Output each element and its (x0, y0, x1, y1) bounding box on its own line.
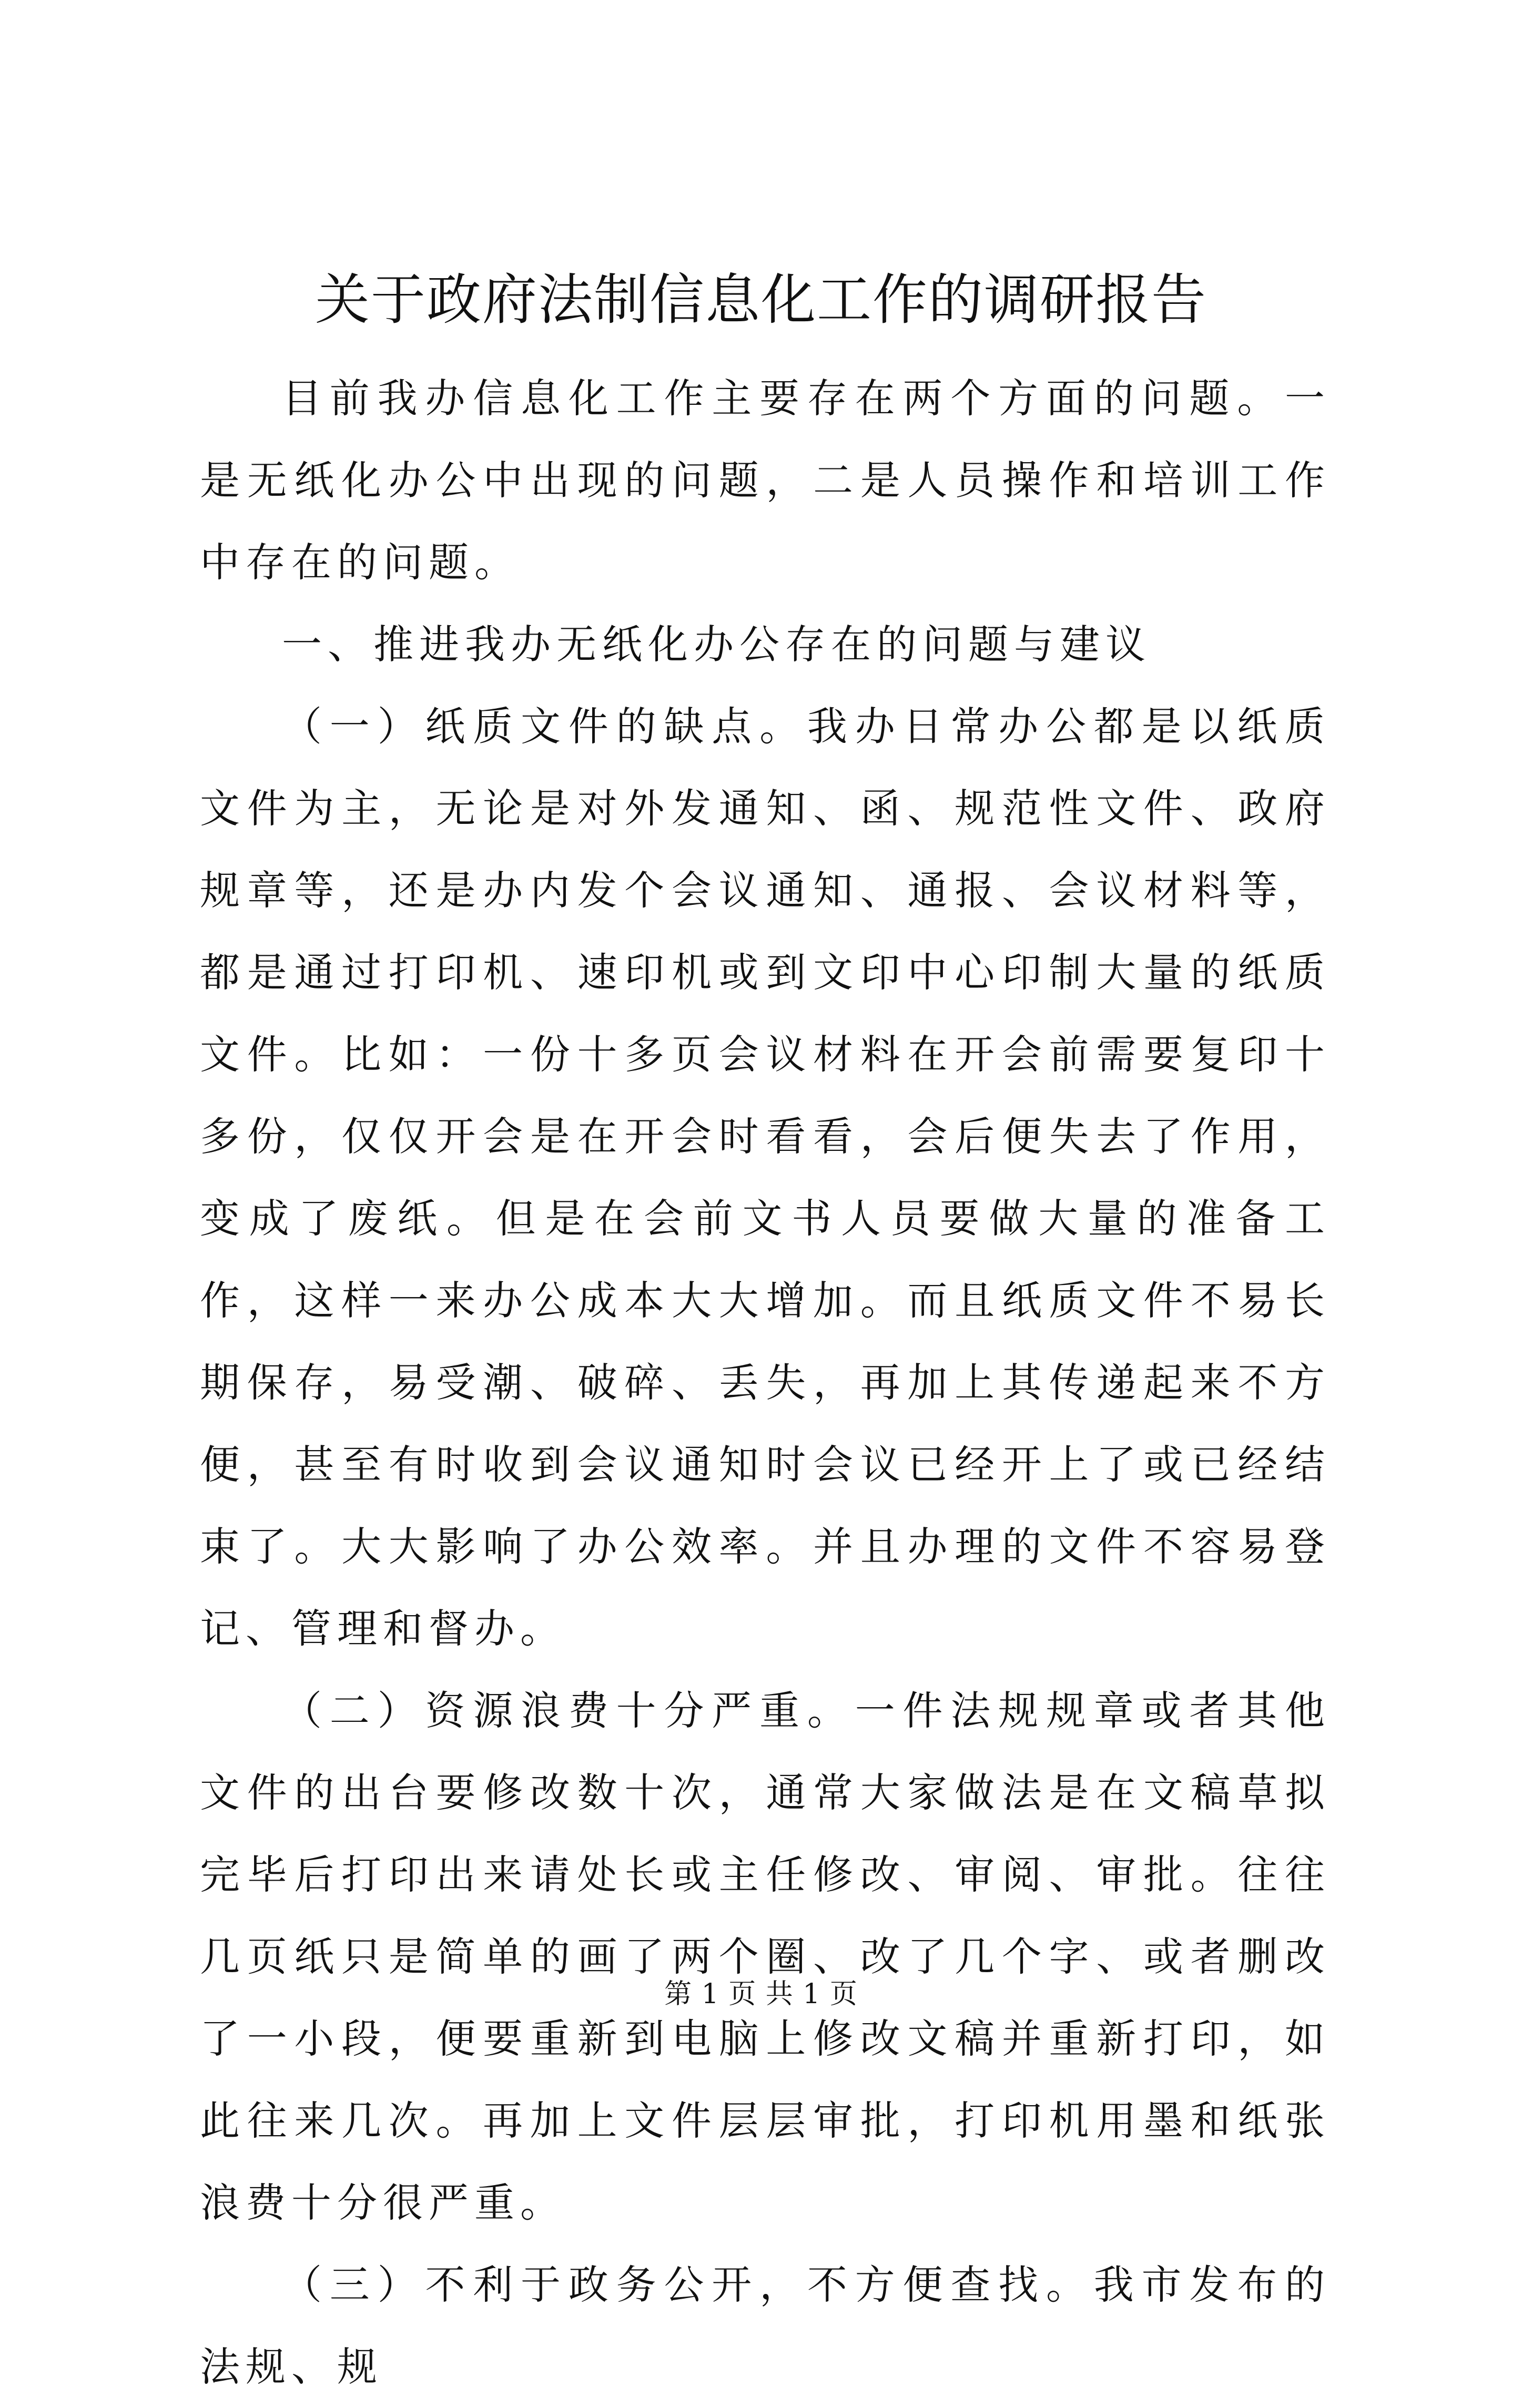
paragraph-intro: 目前我办信息化工作主要存在两个方面的问题。一是无纸化办公中出现的问题，二是人员操作和培训工作中存在的问题。 (200, 375, 1331, 586)
paragraph-transparency: （三）不利于政务公开，不方便查找。我市发布的法规、规 (200, 2261, 1331, 2390)
paragraph-paper-drawbacks: （一）纸质文件的缺点。我办日常办公都是以纸质文件为主，无论是对外发通知、函、规范性文件、政府规章等，还是办内发个会议通知、通报、会议材料等，都是通过打印机、速印机或到文印中心印制大量的纸质文件。比如：一份十多页会议材料在开会前需要复印十多份，仅仅开会是在开会时看看，会后便失去了作用，变成了废纸。但是在会前文书人员要做大量的准备工作，这样一来办公成本大大增加。而且纸质文件不易长期保存，易受潮、破碎、丢失，再加上其传递起来不方便，甚至有时收到会议通知时会议已经开上了或已经结束了。大大影响了办公效率。并且办理的文件不容易登记、管理和督办。 (200, 703, 1331, 1652)
document-title: 关于政府法制信息化工作的调研报告 (314, 268, 1207, 332)
document-body (200, 358, 1331, 2408)
page-footer: 第 1 页 共 1 页 (664, 1978, 858, 2010)
paragraph-resource-waste: （二）资源浪费十分严重。一件法规规章或者其他文件的出台要修改数十次，通常大家做法是在文稿草拟完毕后打印出来请处长或主任修改、审阅、审批。往往几页纸只是简单的画了两个圈、改了几个字、或者删改了一小段，便要重新到电脑上修改文稿并重新打印，如此往来几次。再加上文件层层审批，打印机用墨和纸张浪费十分很严重。 (200, 1687, 1331, 2226)
section-heading-1: 一、推进我办无纸化办公存在的问题与建议 (282, 621, 1151, 668)
